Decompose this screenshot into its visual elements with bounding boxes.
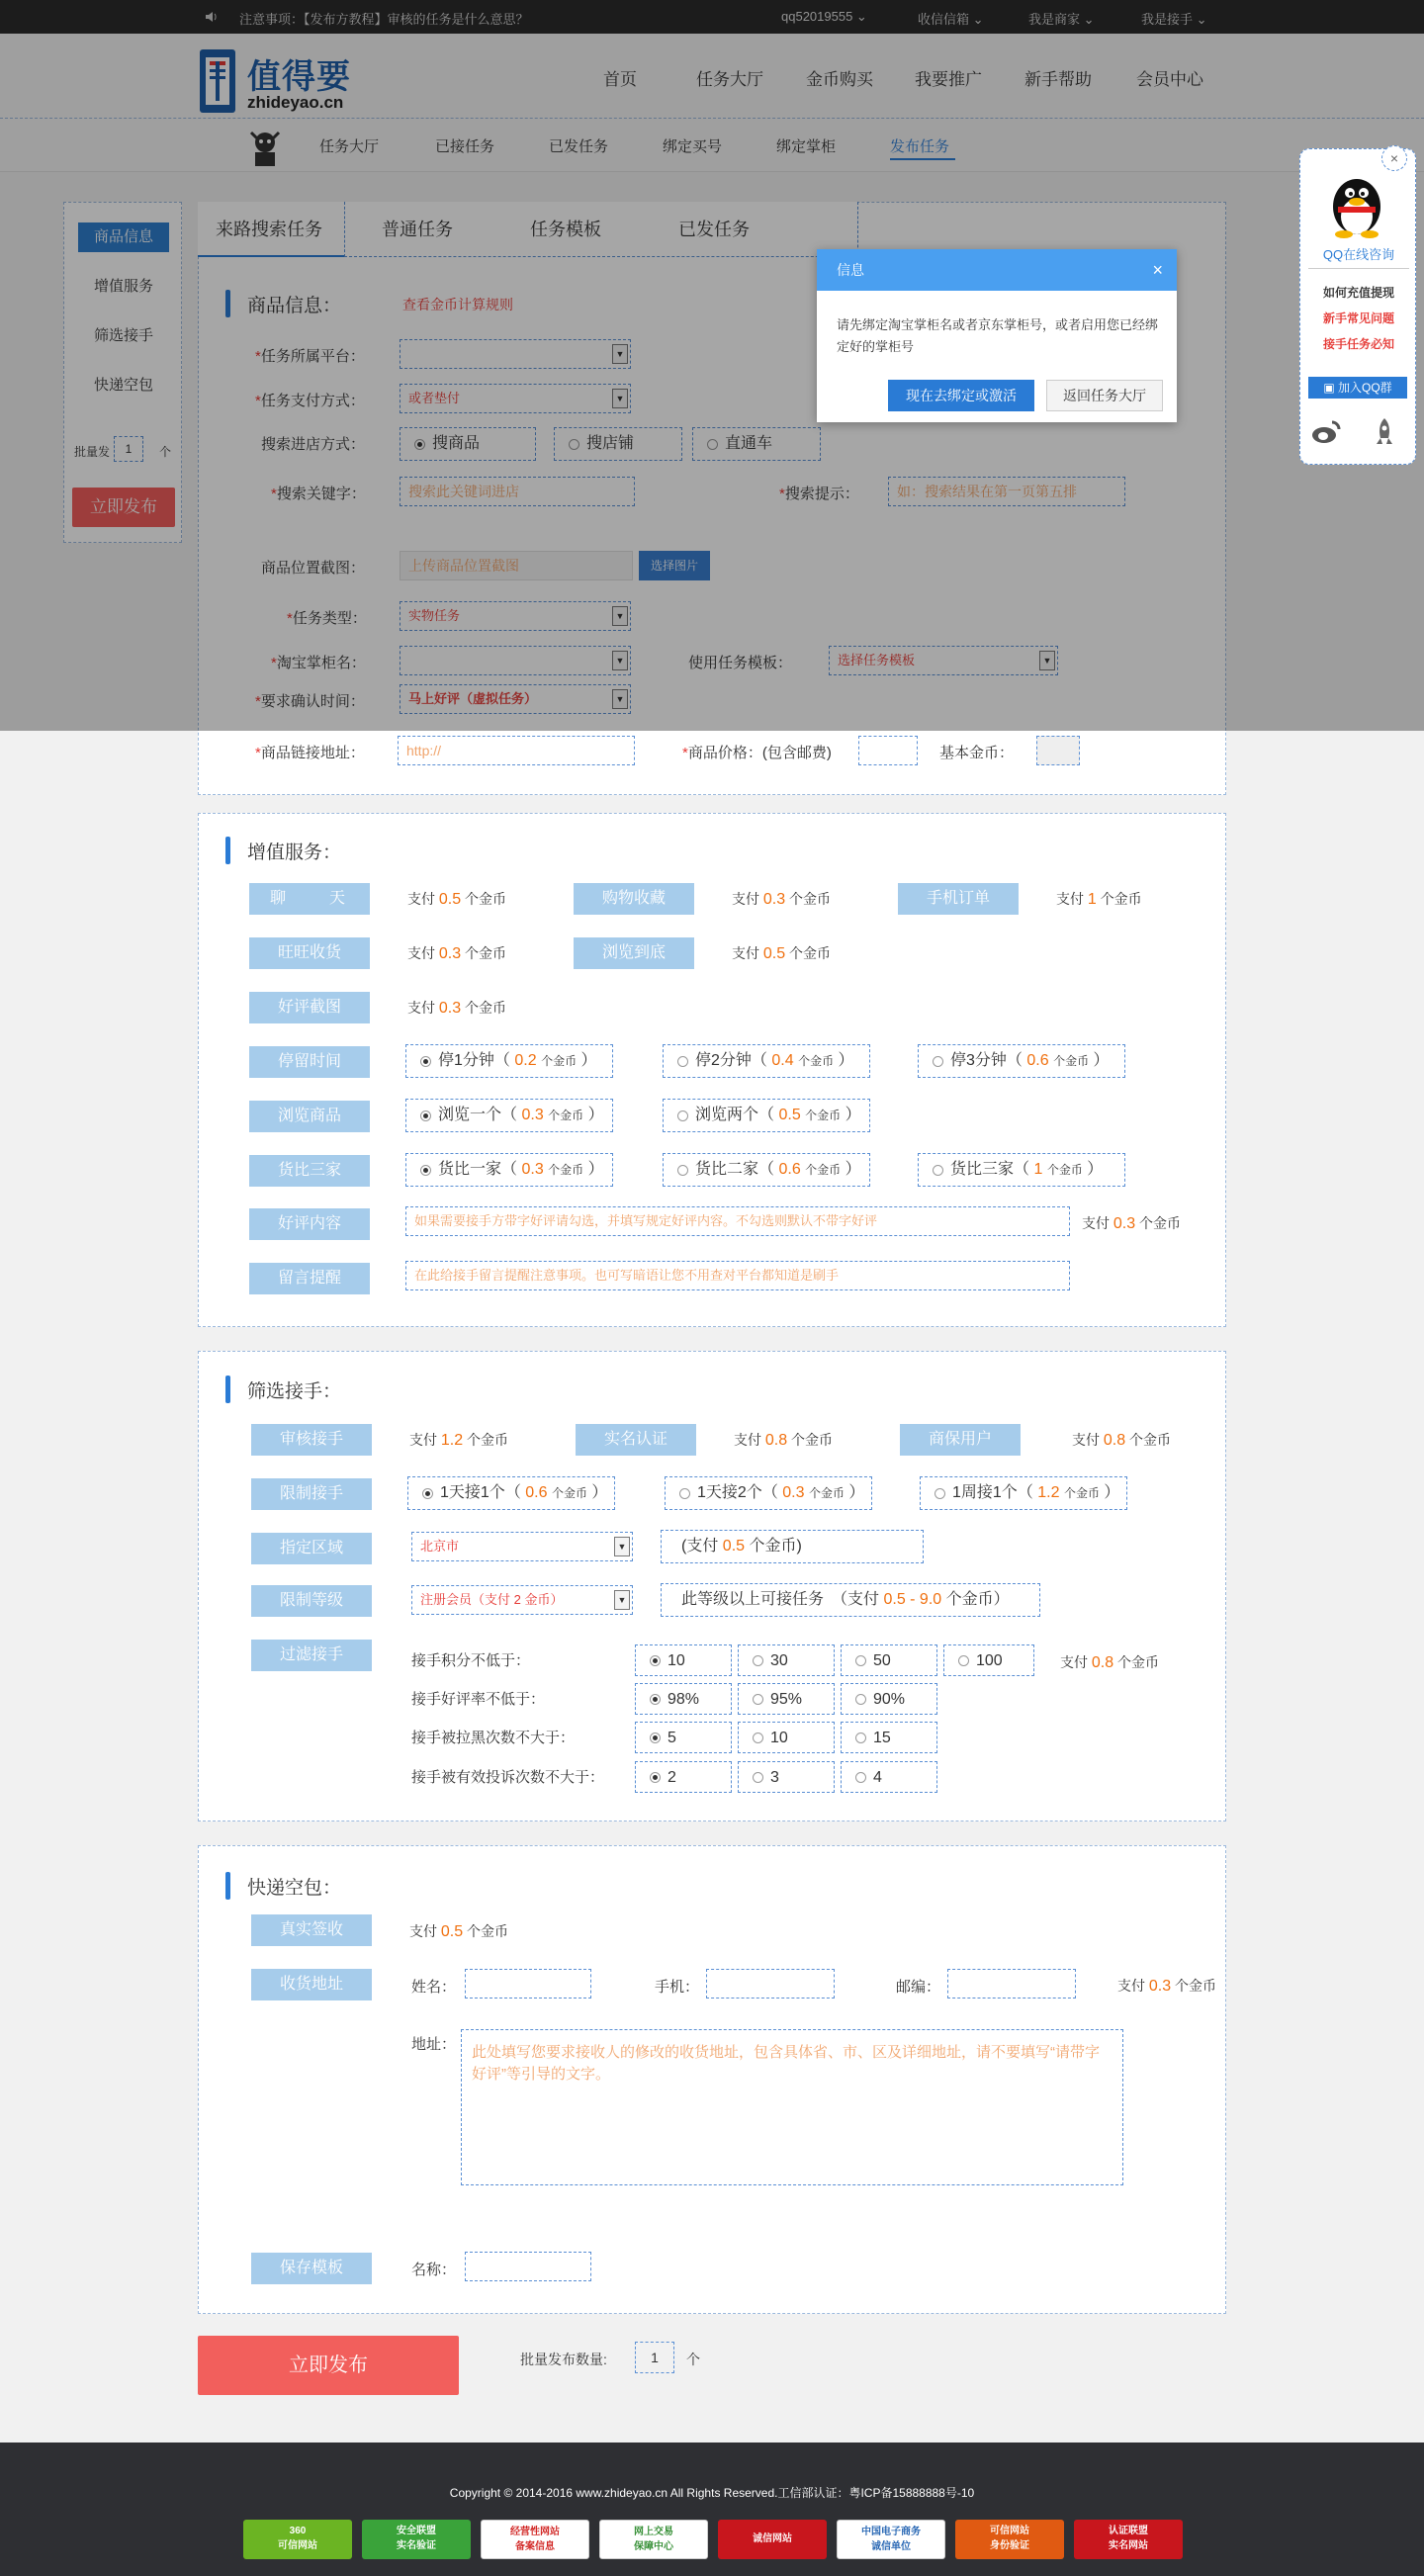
template-label: 使用任务模板： (688, 655, 793, 671)
address-label: 地址： (411, 2036, 457, 2053)
sidebar-item-product[interactable]: 商品信息 (78, 222, 169, 252)
radio-icon (679, 1488, 690, 1499)
shipping-address-price: 支付 0.3 个金币 (1117, 1978, 1217, 1995)
hint-label: 搜索提示： (784, 486, 859, 502)
radio-checked-icon (650, 1655, 661, 1666)
filter-complaint-4[interactable]: 4 (841, 1761, 937, 1793)
subnav-bind-buyer[interactable]: 绑定买号 (663, 138, 723, 155)
screenshot-input[interactable]: 上传商品位置截图 (400, 551, 633, 580)
filter-points-30[interactable]: 30 (738, 1644, 835, 1676)
template-name-input[interactable] (465, 2252, 591, 2281)
browse-option-2[interactable]: 浏览两个（ 0.5 个金币 ） (663, 1099, 870, 1132)
bind-shop-dialog (817, 249, 1177, 422)
sidebar-item-filter[interactable]: 筛选接手 (93, 327, 153, 344)
subnav-published[interactable]: 已发任务 (549, 138, 609, 155)
divider (1308, 268, 1409, 269)
strict-filter-button[interactable]: 过滤接手 (251, 1640, 372, 1671)
stay-option-3[interactable]: 停3分钟（ 0.6 个金币 ） (918, 1044, 1125, 1078)
subnav-bind-shop[interactable]: 绑定掌柜 (776, 138, 837, 155)
name-label: 姓名： (411, 1979, 457, 1996)
topbar-qq-link[interactable]: qq52019555 ⌄ (781, 9, 867, 24)
save-template-button[interactable]: 保存模板 (251, 2253, 372, 2284)
trust-badge-icon[interactable]: 网上交易 保障中心 (599, 2520, 708, 2559)
review-image-price: 支付 0.3 个金币 (407, 1000, 507, 1017)
logo-subtitle: zhideyao.cn (247, 93, 344, 112)
group-icon: ▣ (1323, 381, 1338, 395)
limit-option-1[interactable]: 1天接1个（ 0.6 个金币 ） (407, 1476, 615, 1510)
close-icon[interactable]: × (1381, 145, 1407, 171)
limit-option-2[interactable]: 1天接2个（ 0.3 个金币 ） (665, 1476, 872, 1510)
radio-icon (958, 1655, 969, 1666)
confirm-time-select[interactable]: 马上好评（虚拟任务） ▼ (400, 684, 631, 714)
nav-help[interactable]: 新手帮助 (1024, 70, 1092, 89)
vas-section-title: 增值服务： (247, 843, 342, 863)
entry-option-shop[interactable]: 搜店铺 (554, 427, 682, 461)
chat-button[interactable]: 聊 天 (249, 883, 370, 915)
chevron-down-icon: ▼ (612, 606, 628, 626)
qq-float-panel (1299, 148, 1416, 465)
filter-black-5[interactable]: 5 (635, 1722, 732, 1753)
trust-badge-icon[interactable]: 360 可信网站 (243, 2520, 352, 2559)
section-bar (225, 1872, 230, 1900)
entry-label: 搜索进店方式： (261, 436, 366, 453)
audit-taker-price: 支付 1.2 个金币 (409, 1432, 509, 1449)
screenshot-label: 商品位置截图： (261, 560, 366, 577)
hint-input[interactable]: 如：搜索结果在第一页第五排 (888, 477, 1125, 506)
chat-price: 支付 0.5 个金币 (407, 891, 507, 908)
radio-icon (677, 1165, 688, 1176)
batch-publish-label: 批量发布数量: (520, 2352, 607, 2367)
filter-black-10[interactable]: 10 (738, 1722, 835, 1753)
radio-checked-icon (422, 1488, 433, 1499)
entry-option-direct[interactable]: 直通车 (692, 427, 821, 461)
product-price-label: 商品价格：(包含邮费) (687, 745, 832, 761)
radio-icon (753, 1694, 763, 1705)
collect-price: 支付 0.3 个金币 (732, 891, 832, 908)
zip-label: 邮编： (896, 1979, 941, 1996)
product-section-title: 商品信息： (247, 296, 342, 316)
topbar-inbox-link[interactable]: 收信信箱 ⌄ (918, 12, 984, 27)
notice-text[interactable]: 注意事项：【发布方教程】审核的任务是什么意思？ (239, 12, 529, 27)
review-content-button[interactable]: 好评内容 (249, 1208, 370, 1240)
browse-end-button[interactable]: 浏览到底 (574, 937, 694, 969)
go-bind-button[interactable]: 现在去绑定或激活 (888, 380, 1034, 411)
region-select[interactable]: 北京市 ▼ (411, 1532, 633, 1561)
chevron-down-icon: ▼ (612, 689, 628, 709)
express-section-title: 快递空包： (247, 1878, 342, 1899)
radio-icon (855, 1732, 866, 1743)
task-type-label: 任务类型： (292, 610, 367, 627)
real-signature-button[interactable]: 真实签收 (251, 1914, 372, 1946)
message-input[interactable]: 在此给接手留言提醒注意事项。也可写暗语让您不用查对平台都知道是刷手 (405, 1261, 1070, 1290)
task-type-select[interactable]: 实物任务 ▼ (400, 601, 631, 631)
shop-name-label: 淘宝掌柜名： (276, 655, 366, 671)
pay-select[interactable]: 或者垫付 ▼ (400, 384, 631, 413)
zip-input[interactable] (947, 1969, 1076, 1999)
product-link-label: 商品链接地址： (260, 745, 365, 761)
sidebar-batch-unit: 个 (159, 445, 172, 459)
product-price-input[interactable] (858, 736, 918, 765)
modal-overlay[interactable] (0, 0, 1424, 731)
radio-icon (933, 1165, 943, 1176)
sidebar-item-express[interactable]: 快递空包 (93, 377, 153, 394)
radio-icon (677, 1110, 688, 1121)
phone-input[interactable] (706, 1969, 835, 1999)
radio-icon (753, 1732, 763, 1743)
wangwang-button[interactable]: 旺旺收货 (249, 937, 370, 969)
radio-checked-icon (650, 1732, 661, 1743)
name-input[interactable] (465, 1969, 591, 1999)
sidebar-batch-label: 批量发 (74, 445, 111, 459)
review-content-input[interactable]: 如果需要接手方带字好评请勾选，并填写规定好评内容。不勾选则默认不带字好评 (405, 1206, 1070, 1236)
realname-price: 支付 0.8 个金币 (734, 1432, 834, 1449)
radio-icon (934, 1488, 945, 1499)
trust-badge-icon[interactable]: 安全联盟 实名验证 (362, 2520, 471, 2559)
radio-icon (753, 1655, 763, 1666)
subnav-publish-task[interactable]: 发布任务 (890, 138, 950, 155)
chevron-down-icon: ▼ (614, 1590, 630, 1610)
chevron-down-icon: ▼ (612, 651, 628, 670)
back-to-hall-button[interactable]: 返回任务大厅 (1046, 380, 1163, 411)
address-textarea[interactable]: 此处填写您要求接收人的修改的收货地址，包含具体省、市、区及详细地址，请不要填写“请带字好评”等引导的文字。 (461, 2029, 1123, 2185)
sidebar-publish-button[interactable]: 立即发布 (72, 488, 175, 527)
level-note: 此等级以上可接任务 （支付 0.5 - 9.0 个金币） (661, 1583, 1040, 1617)
radio-checked-icon (420, 1056, 431, 1067)
filter-points-10[interactable]: 10 (635, 1644, 732, 1676)
nav-member[interactable]: 会员中心 (1136, 70, 1203, 89)
confirm-time-label: 要求确认时间： (260, 693, 365, 710)
tab-published-task[interactable]: 已发任务 (678, 220, 750, 239)
subnav-accepted[interactable]: 已接任务 (435, 138, 495, 155)
radio-icon (753, 1772, 763, 1783)
trust-badge-icon[interactable]: 诚信网站 (718, 2520, 827, 2559)
filter-complaint-2[interactable]: 2 (635, 1761, 732, 1793)
weibo-icon[interactable] (1310, 418, 1342, 446)
filter-row-label: 接手被有效投诉次数不大于： (411, 1769, 605, 1786)
keyword-label: 搜索关键字： (276, 486, 366, 502)
region-price: (支付 0.5 个金币) (661, 1530, 924, 1563)
help-link-rules[interactable]: 接手任务必知 (1322, 337, 1394, 351)
stay-option-1[interactable]: 停1分钟（ 0.2 个金币 ） (405, 1044, 613, 1078)
trust-badge-icon[interactable]: 经营性网站 备案信息 (481, 2520, 589, 2559)
coin-rule-link[interactable]: 查看金币计算规则 (402, 297, 513, 312)
publish-button[interactable]: 立即发布 (198, 2336, 459, 2395)
radio-icon (855, 1772, 866, 1783)
nav-buy-coins[interactable]: 金币购买 (806, 70, 873, 89)
compare-button[interactable]: 货比三家 (249, 1155, 370, 1187)
subnav-task-hall[interactable]: 任务大厅 (319, 138, 380, 155)
shipping-address-button[interactable]: 收货地址 (251, 1969, 372, 2000)
platform-label: 任务所属平台： (260, 348, 365, 365)
copyright-text: Copyright © 2014-2016 www.zhideyao.cn All Rights Reserved.工信部认证：粤ICP备15888888号-10 (449, 2486, 975, 2500)
level-button[interactable]: 限制等级 (251, 1585, 372, 1617)
radio-checked-icon (420, 1165, 431, 1176)
trust-badge-icon[interactable]: 中国电子商务 诚信单位 (837, 2520, 945, 2559)
review-image-button[interactable]: 好评截图 (249, 992, 370, 1023)
tab-normal-task[interactable]: 普通任务 (382, 220, 453, 239)
section-bar (225, 1376, 230, 1403)
filter-row-label: 接手好评率不低于： (411, 1691, 546, 1708)
rocket-icon[interactable] (1372, 416, 1397, 448)
chevron-down-icon: ▼ (1039, 651, 1055, 670)
compare-option-1[interactable]: 货比一家（ 0.3 个金币 ） (405, 1153, 613, 1187)
stay-option-2[interactable]: 停2分钟（ 0.4 个金币 ） (663, 1044, 870, 1078)
footer (0, 2443, 1424, 2576)
radio-icon (855, 1694, 866, 1705)
stay-time-button[interactable]: 停留时间 (249, 1046, 370, 1078)
radio-icon (933, 1056, 943, 1067)
keyword-input[interactable]: 搜索此关键词进店 (400, 477, 635, 506)
help-link-recharge[interactable]: 如何充值提现 (1322, 286, 1394, 300)
choose-image-button[interactable]: 选择图片 (639, 551, 710, 580)
radio-checked-icon (420, 1110, 431, 1121)
base-coin-input (1036, 736, 1080, 765)
chevron-down-icon: ▼ (612, 389, 628, 408)
filter-rate-95[interactable]: 95% (738, 1683, 835, 1715)
batch-publish-unit: 个 (686, 2352, 700, 2367)
filter-row-label: 接手积分不低于： (411, 1652, 531, 1669)
qq-penguin-icon[interactable] (1324, 167, 1389, 238)
mobile-order-button[interactable]: 手机订单 (898, 883, 1019, 915)
review-content-price: 支付 0.3 个金币 (1082, 1215, 1182, 1232)
audit-taker-button[interactable]: 审核接手 (251, 1424, 372, 1456)
topbar-taker-link[interactable]: 我是接手 ⌄ (1141, 12, 1207, 27)
phone-label: 手机： (655, 1979, 700, 1996)
sidebar-batch-input[interactable]: 1 (114, 436, 143, 462)
filter-section-title: 筛选接手： (247, 1381, 342, 1402)
filter-rate-90[interactable]: 90% (841, 1683, 937, 1715)
chevron-down-icon: ▼ (614, 1537, 630, 1556)
insured-user-button[interactable]: 商保用户 (900, 1424, 1021, 1456)
mobile-order-price: 支付 1 个金币 (1056, 891, 1142, 908)
filter-rate-98[interactable]: 98% (635, 1683, 732, 1715)
compare-option-3[interactable]: 货比三家（ 1 个金币 ） (918, 1153, 1125, 1187)
region-button[interactable]: 指定区域 (251, 1533, 372, 1564)
help-link-newbie[interactable]: 新手常见问题 (1322, 311, 1394, 325)
qq-online-link[interactable]: QQ在线咨询 (1322, 247, 1395, 262)
join-qq-group-button[interactable]: ▣ 加入QQ群 (1308, 377, 1407, 399)
browse-end-price: 支付 0.5 个金币 (732, 945, 832, 962)
section-bar (225, 837, 230, 864)
template-select[interactable]: 选择任务模板 ▼ (829, 646, 1058, 675)
close-icon[interactable]: × (1152, 260, 1163, 280)
radio-checked-icon (650, 1694, 661, 1705)
nav-promote[interactable]: 我要推广 (915, 70, 982, 89)
collect-button[interactable]: 购物收藏 (574, 883, 694, 915)
product-link-input[interactable]: http:// (398, 736, 635, 765)
filter-black-15[interactable]: 15 (841, 1722, 937, 1753)
base-coin-label: 基本金币： (939, 745, 1015, 761)
radio-checked-icon (650, 1772, 661, 1783)
limit-taker-button[interactable]: 限制接手 (251, 1478, 372, 1510)
pay-label: 任务支付方式： (260, 393, 365, 409)
filter-points-50[interactable]: 50 (841, 1644, 937, 1676)
level-select[interactable]: 注册会员（支付 2 金币） ▼ (411, 1585, 633, 1615)
insured-user-price: 支付 0.8 个金币 (1072, 1432, 1172, 1449)
tab-task-template[interactable]: 任务模板 (530, 220, 601, 239)
template-name-label: 名称： (411, 2262, 457, 2278)
tab-search-task[interactable]: 来路搜索任务 (216, 220, 322, 239)
compare-option-2[interactable]: 货比二家（ 0.6 个金币 ） (663, 1153, 870, 1187)
wangwang-price: 支付 0.3 个金币 (407, 945, 507, 962)
logo-title[interactable]: 值得要 (247, 58, 351, 96)
entry-option-goods[interactable]: 搜商品 (400, 427, 536, 461)
topbar-merchant-link[interactable]: 我是商家 ⌄ (1028, 12, 1095, 27)
nav-task-hall[interactable]: 任务大厅 (696, 70, 763, 89)
trust-badge-icon[interactable]: 可信网站 身份验证 (955, 2520, 1064, 2559)
radio-icon (677, 1056, 688, 1067)
trust-badge-icon[interactable]: 认证联盟 实名网站 (1074, 2520, 1183, 2559)
chevron-down-icon: ▼ (612, 344, 628, 364)
dialog-title: 信息 (817, 249, 1177, 291)
dialog-message: 请先绑定淘宝掌柜名或者京东掌柜号，或者启用您已经绑定好的掌柜号 (837, 317, 1159, 354)
radio-icon (855, 1655, 866, 1666)
strict-filter-price: 支付 0.8 个金币 (1060, 1654, 1160, 1671)
browse-option-1[interactable]: 浏览一个（ 0.3 个金币 ） (405, 1099, 613, 1132)
browse-goods-button[interactable]: 浏览商品 (249, 1101, 370, 1132)
batch-publish-input[interactable]: 1 (635, 2342, 674, 2373)
sidebar-item-value-added[interactable]: 增值服务 (93, 278, 153, 295)
message-button[interactable]: 留言提醒 (249, 1263, 370, 1294)
filter-complaint-3[interactable]: 3 (738, 1761, 835, 1793)
limit-option-3[interactable]: 1周接1个（ 1.2 个金币 ） (920, 1476, 1127, 1510)
filter-points-100[interactable]: 100 (943, 1644, 1034, 1676)
real-signature-price: 支付 0.5 个金币 (409, 1923, 509, 1940)
nav-home[interactable]: 首页 (603, 70, 637, 89)
filter-row-label: 接手被拉黑次数不大于： (411, 1730, 576, 1746)
realname-button[interactable]: 实名认证 (576, 1424, 696, 1456)
